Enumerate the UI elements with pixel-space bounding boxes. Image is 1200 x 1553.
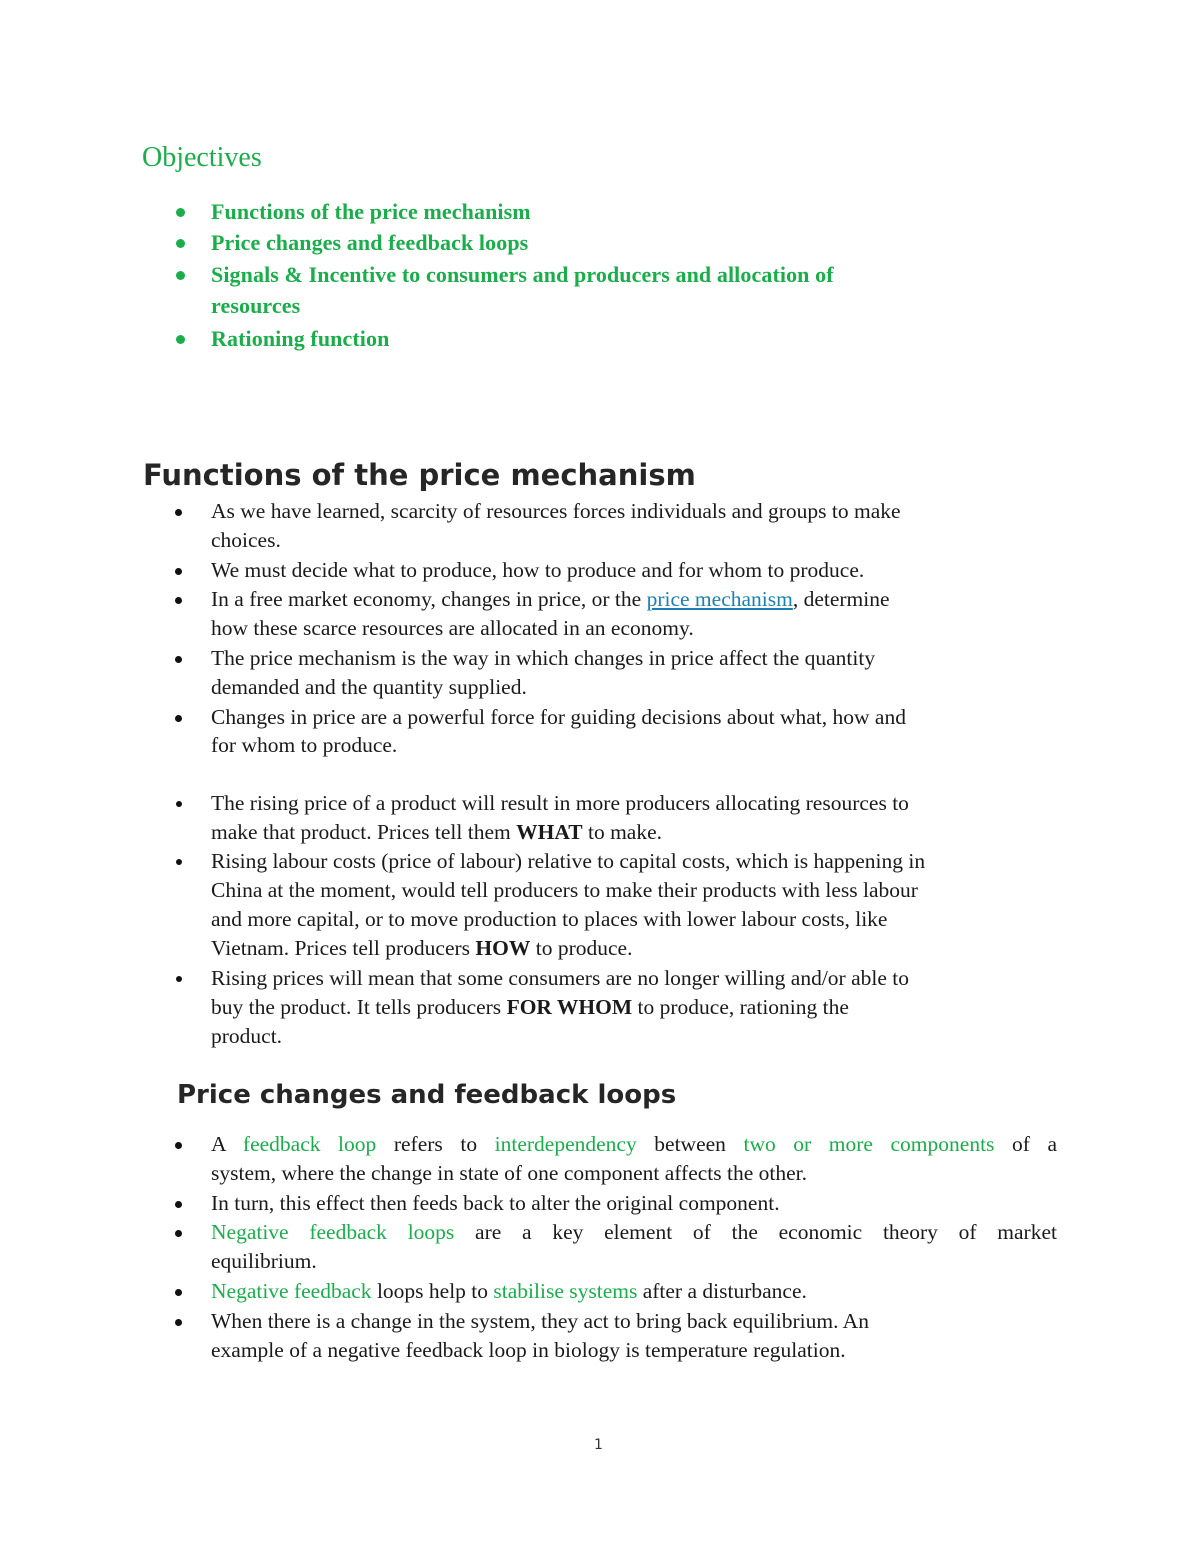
body-line: The rising price of a product will result in more producers allocating resources to (211, 791, 909, 815)
text-run: refers to (376, 1132, 495, 1156)
body-line (211, 1220, 1057, 1245)
bullet-icon (175, 656, 182, 663)
body-line (211, 1279, 807, 1304)
body-line: China at the moment, would tell producers to make their products with less labour (211, 878, 918, 902)
body-line: product. (211, 1024, 283, 1048)
price-mechanism-link[interactable]: price mechanism (646, 587, 793, 611)
objective-item: Functions of the price mechanism (211, 199, 531, 224)
objective-item: Rationing function (211, 326, 390, 351)
text-run: to produce, rationing the (632, 995, 849, 1019)
body-line: how these scarce resources are allocated in an economy. (211, 616, 694, 640)
body-line: In turn, this effect then feeds back to alter the original component. (211, 1191, 780, 1215)
bullet-icon (176, 801, 182, 807)
bullet-icon (175, 568, 182, 575)
bullet-icon (175, 1201, 182, 1208)
body-line: Changes in price are a powerful force for guiding decisions about what, how and (211, 705, 906, 729)
body-line (211, 936, 632, 961)
bullet-icon (175, 1319, 182, 1326)
emphasis-how: HOW (475, 936, 531, 960)
body-line: equilibrium. (211, 1249, 317, 1273)
bullet-icon (176, 859, 182, 865)
body-line: Rising labour costs (price of labour) relative to capital costs, which is happening in (211, 849, 926, 873)
body-line: When there is a change in the system, they act to bring back equilibrium. An (211, 1309, 869, 1333)
body-line: As we have learned, scarcity of resources forces individuals and groups to make (211, 499, 901, 523)
body-line: The price mechanism is the way in which changes in price affect the quantity (211, 646, 876, 670)
body-line (211, 820, 662, 845)
text-run: between (636, 1132, 744, 1156)
page-number: 1 (594, 1437, 603, 1453)
emphasis-for-whom: FOR WHOM (506, 995, 633, 1019)
term-stabilise-systems: stabilise systems (493, 1279, 638, 1303)
text-run: Vietnam. Prices tell producers (211, 936, 476, 960)
section-heading-functions: Functions of the price mechanism (143, 458, 696, 492)
section-heading-feedback-loops: Price changes and feedback loops (177, 1080, 677, 1110)
body-line: choices. (211, 528, 281, 552)
bullet-icon (176, 976, 182, 982)
text-run: make that product. Prices tell them (211, 820, 517, 844)
text-run: loops help to (371, 1279, 494, 1303)
bullet-icon (175, 1289, 182, 1296)
text-run: buy the product. It tells producers (211, 995, 507, 1019)
term-feedback-loop: feedback loop (242, 1132, 377, 1156)
body-line: and more capital, or to move production to places with lower labour costs, like (211, 907, 888, 931)
body-line: system, where the change in state of one component affects the other. (211, 1161, 808, 1185)
bullet-icon (176, 271, 185, 280)
text-run: , determine (792, 587, 890, 611)
body-line: example of a negative feedback loop in biology is temperature regulation. (211, 1338, 846, 1362)
objectives-heading: Objectives (142, 142, 262, 173)
bullet-icon (175, 1230, 182, 1237)
bullet-icon (176, 239, 185, 248)
body-line (211, 587, 890, 612)
bullet-icon (175, 715, 182, 722)
term-interdependency: interdependency (494, 1132, 637, 1156)
bullet-icon (176, 208, 185, 217)
body-line (211, 1132, 1057, 1157)
bullet-icon (176, 335, 185, 344)
bullet-icon (175, 509, 182, 516)
bullet-icon (175, 1142, 182, 1149)
text-run: after a disturbance. (637, 1279, 807, 1303)
body-line: for whom to produce. (211, 733, 398, 757)
objective-item: Signals & Incentive to consumers and producers and allocation of (211, 262, 834, 287)
text-run: to make. (582, 820, 663, 844)
term-negative-feedback-loops: Negative feedback loops (211, 1220, 455, 1244)
bullet-icon (175, 597, 182, 604)
text-run: A (211, 1132, 243, 1156)
emphasis-what: WHAT (516, 820, 583, 844)
term-two-or-more-components: two or more components (743, 1132, 995, 1156)
text-run: of a (994, 1132, 1058, 1156)
body-line: We must decide what to produce, how to produce and for whom to produce. (211, 558, 865, 582)
objective-item: Price changes and feedback loops (211, 230, 529, 255)
body-line: demanded and the quantity supplied. (211, 675, 527, 699)
body-line (211, 995, 849, 1020)
text-run: to produce. (530, 936, 633, 960)
body-line: Rising prices will mean that some consumers are no longer willing and/or able to (211, 966, 909, 990)
objective-item-continuation: resources (211, 293, 301, 318)
text-run: In a free market economy, changes in price, or the (211, 587, 647, 611)
text-run: are a key element of the economic theory of market (454, 1220, 1057, 1244)
term-negative-feedback: Negative feedback (211, 1279, 372, 1303)
